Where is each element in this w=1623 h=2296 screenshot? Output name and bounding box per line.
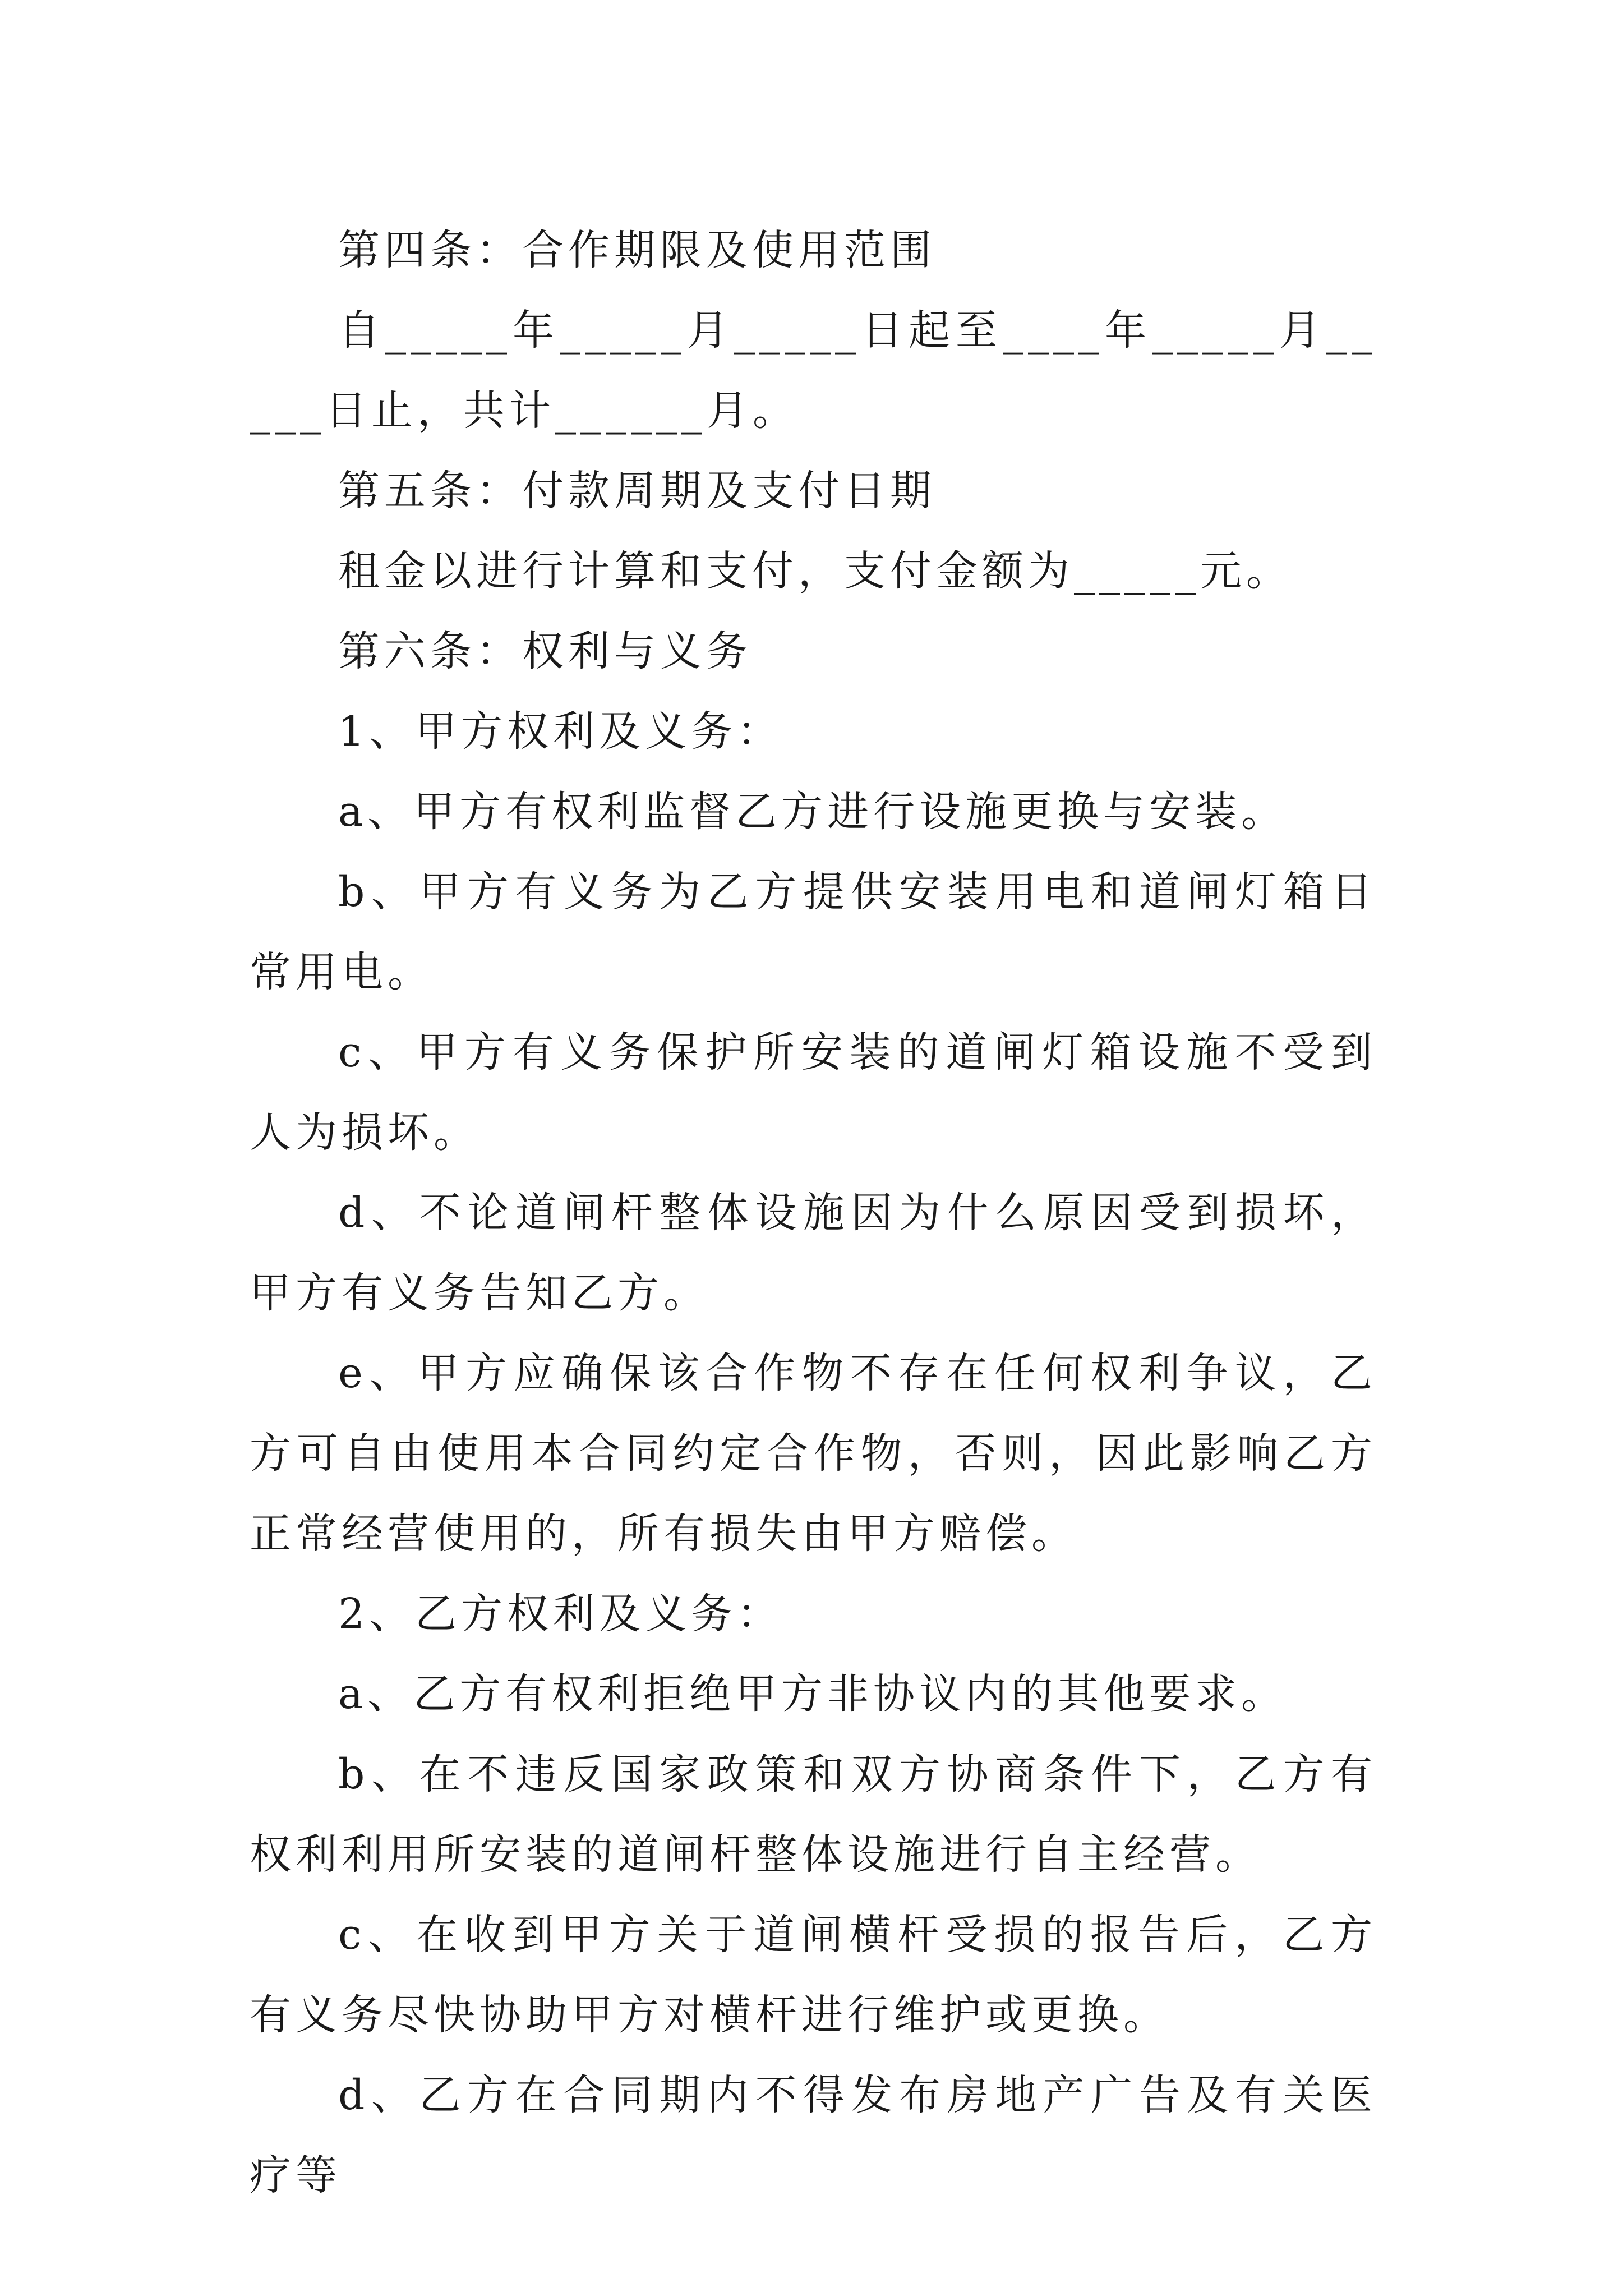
party-b-rights-heading: 2、乙方权利及义务： [338, 1590, 783, 1638]
party-b-item-c: c、在收到甲方关于道闸横杆受损的报告后，乙方有义务尽快协助甲方对横杆进行维护或更换。 [250, 1911, 1377, 2039]
article-6-heading: 第六条：权利与义务 [338, 627, 752, 675]
party-b-item-a: a、乙方有权利拒绝甲方非协议内的其他要求。 [338, 1670, 1288, 1718]
article-5-heading: 第五条：付款周期及支付日期 [338, 467, 936, 515]
party-a-item-a: a、甲方有权利监督乙方进行设施更换与安装。 [338, 788, 1288, 836]
party-a-item-e: e、甲方应确保该合作物不存在任何权利争议，乙方可自由使用本合同约定合作物，否则，因此影响乙方正常经营使用的，所有损失由甲方赔偿。 [250, 1349, 1377, 1558]
party-a-item-d: d、不论道闸杆整体设施因为什么原因受到损坏，甲方有义务告知乙方。 [250, 1189, 1377, 1317]
party-b-item-b: b、在不违反国家政策和双方协商条件下，乙方有权利利用所安装的道闸杆整体设施进行自主经营。 [250, 1750, 1377, 1879]
document-body [250, 210, 1377, 2216]
party-a-item-c: c、甲方有义务保护所安装的道闸灯箱设施不受到人为损坏。 [250, 1028, 1377, 1157]
payment-amount-text: 租金以进行计算和支付，支付金额为_____元。 [338, 547, 1292, 595]
party-b-item-d: d、乙方在合同期内不得发布房地产广告及有关医疗等 [250, 2071, 1377, 2200]
article-4-heading: 第四条：合作期限及使用范围 [338, 226, 936, 274]
cooperation-period-text: 自_____年_____月_____日起至____年_____月_____日止，共计______月。 [250, 306, 1377, 435]
party-a-rights-heading: 1、甲方权利及义务： [338, 707, 783, 756]
party-a-item-b: b、甲方有义务为乙方提供安装用电和道闸灯箱日常用电。 [250, 868, 1377, 996]
